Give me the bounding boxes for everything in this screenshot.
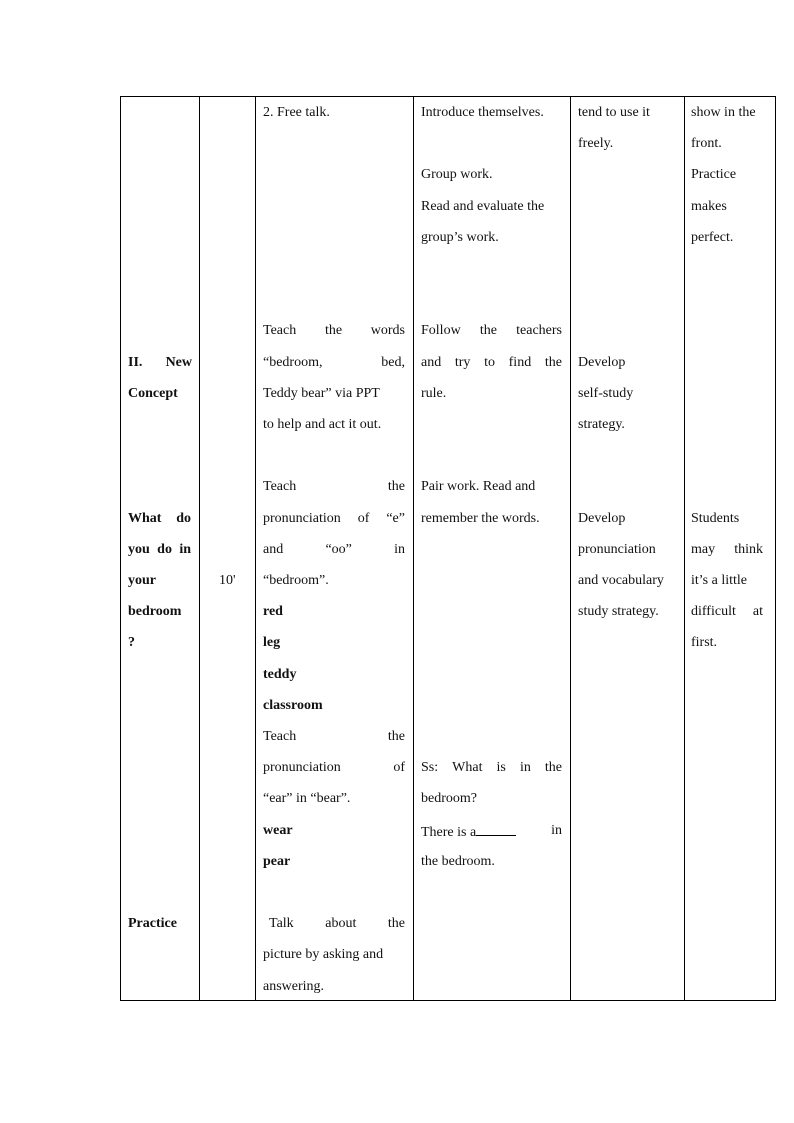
teacher-activity-line: [263, 323, 405, 339]
stage-column: [121, 97, 200, 1001]
section-title: [128, 355, 192, 371]
word: teachers: [516, 323, 562, 338]
student-activity-line: Introduce themselves.: [421, 105, 544, 120]
notes-line: [691, 604, 763, 620]
word: “e”: [386, 511, 405, 526]
word: the: [479, 323, 497, 338]
teacher-activity-line: “bedroom”.: [263, 573, 329, 588]
question-line: bedroom: [128, 604, 182, 619]
question-word: in: [179, 542, 191, 557]
purpose-column: [571, 97, 685, 1001]
notes-line: front.: [691, 136, 722, 151]
question-line: ?: [128, 635, 135, 650]
student-activity-line: [421, 355, 562, 371]
question-word: do: [157, 542, 172, 557]
purpose-line: freely.: [578, 136, 614, 151]
teacher-activity-line: 2. Free talk.: [263, 105, 330, 120]
question-word: you: [128, 542, 150, 557]
teacher-activity-line: [263, 542, 405, 558]
purpose-line: self-study: [578, 386, 634, 401]
vocab-word: red: [263, 604, 283, 619]
word: the: [387, 729, 405, 744]
student-activity-line: Group work.: [421, 167, 493, 182]
vocab-word: leg: [263, 635, 281, 650]
word: in: [519, 760, 531, 775]
teacher-activity-line: “ear” in “bear”.: [263, 791, 351, 806]
student-activity-line: [421, 760, 562, 776]
word: What: [452, 760, 483, 775]
notes-line: it’s a little: [691, 573, 747, 588]
word: Talk: [269, 916, 294, 931]
vocab-word: teddy: [263, 667, 297, 682]
student-activity-line: group’s work.: [421, 230, 499, 245]
word: pronunciation: [263, 511, 341, 526]
notes-line: [691, 542, 763, 558]
word: “bedroom,: [263, 355, 323, 370]
word: and: [421, 355, 442, 370]
lesson-plan-table: [120, 96, 776, 1001]
student-activity-line: Pair work. Read and: [421, 479, 536, 494]
word: in: [551, 823, 562, 838]
word: and: [263, 542, 284, 557]
purpose-line: strategy.: [578, 417, 625, 432]
question-word: do: [176, 511, 191, 526]
section-title-concept: Concept: [128, 386, 178, 401]
sentence-text: There is a: [421, 825, 477, 840]
teacher-activity-line: [269, 916, 405, 932]
notes-line: makes: [691, 199, 727, 214]
teacher-activity-line: [263, 479, 405, 495]
word: in: [394, 542, 405, 557]
purpose-line: study strategy.: [578, 604, 659, 619]
student-activity-line: remember the words.: [421, 511, 540, 526]
notes-line: perfect.: [691, 230, 734, 245]
teacher-activity-line: to help and act it out.: [263, 417, 382, 432]
teacher-activity-line: [263, 760, 405, 776]
word: pronunciation: [263, 760, 341, 775]
word: try: [454, 355, 471, 370]
fill-in-blank-line: [421, 823, 562, 841]
word: find: [508, 355, 532, 370]
time-column: [200, 97, 256, 1001]
word: Teach: [263, 729, 297, 744]
student-activity-line: Read and evaluate the: [421, 199, 545, 214]
student-activity-line: bedroom?: [421, 791, 477, 806]
teacher-activity-line: [263, 729, 405, 745]
word: words: [370, 323, 405, 338]
word: the: [544, 760, 562, 775]
answer-blank: [476, 823, 516, 836]
purpose-line: and vocabulary: [578, 573, 664, 588]
student-activity-line: rule.: [421, 386, 447, 401]
vocab-word: classroom: [263, 698, 323, 713]
word: the: [324, 323, 343, 338]
word: think: [734, 542, 763, 557]
word: Follow: [421, 323, 461, 338]
vocab-word: pear: [263, 854, 291, 869]
word: is: [496, 760, 506, 775]
word: Teach: [263, 479, 297, 494]
word: “oo”: [325, 542, 352, 557]
notes-line: Students: [691, 511, 740, 526]
word: of: [393, 760, 405, 775]
word: difficult: [691, 604, 736, 619]
question-word: What: [128, 511, 162, 526]
student-activity-column: [414, 97, 571, 1001]
word: of: [357, 511, 370, 526]
word: the: [387, 916, 405, 931]
word: the: [544, 355, 562, 370]
time-value: 10': [219, 573, 236, 588]
word: Teach: [263, 323, 297, 338]
teacher-activity-line: [263, 355, 405, 371]
teacher-activity-line: picture by asking and: [263, 947, 384, 962]
purpose-line: Develop: [578, 511, 626, 526]
section-title-part: New: [165, 355, 192, 370]
word: the: [387, 479, 405, 494]
teacher-activity-column: [256, 97, 414, 1001]
word: about: [325, 916, 357, 931]
notes-line: first.: [691, 635, 718, 650]
word: bed,: [381, 355, 405, 370]
notes-column: [685, 97, 776, 1001]
teacher-activity-line: Teddy bear” via PPT: [263, 386, 380, 401]
purpose-line: Develop: [578, 355, 626, 370]
teacher-activity-line: answering.: [263, 979, 325, 994]
notes-line: Practice: [691, 167, 737, 182]
notes-line: show in the: [691, 105, 756, 120]
purpose-line: pronunciation: [578, 542, 656, 557]
purpose-line: tend to use it: [578, 105, 650, 120]
student-activity-line: the bedroom.: [421, 854, 495, 869]
stage-question: [128, 542, 191, 558]
practice-label: Practice: [128, 916, 177, 931]
student-activity-line: [421, 323, 562, 339]
section-title-part: II.: [128, 355, 143, 370]
blank-sentence-start: [421, 823, 516, 841]
word: at: [752, 604, 763, 619]
word: to: [484, 355, 495, 370]
word: may: [691, 542, 716, 557]
question-line: your: [128, 573, 156, 588]
teacher-activity-line: [263, 511, 405, 527]
word: Ss:: [421, 760, 439, 775]
vocab-word: wear: [263, 823, 293, 838]
stage-question: [128, 511, 191, 527]
